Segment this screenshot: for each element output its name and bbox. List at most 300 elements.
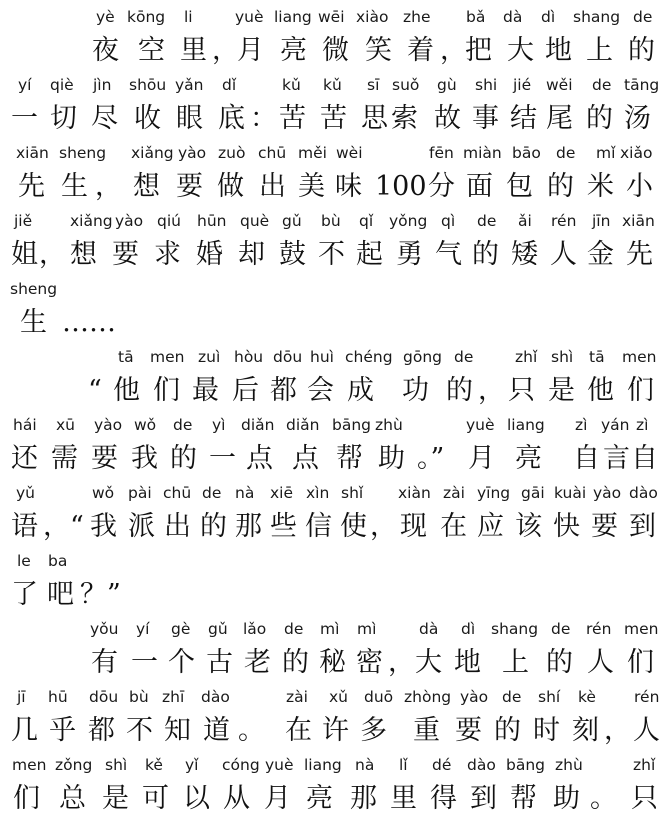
hanzi-character: 。	[590, 783, 617, 814]
hanzi-character: 许	[322, 715, 349, 746]
pinyin-syllable: xiào	[356, 8, 389, 26]
hanzi-character: 自	[631, 443, 658, 474]
pinyin-syllable: de	[477, 212, 497, 230]
pinyin-syllable: jié	[513, 76, 532, 94]
pinyin-syllable: de	[551, 620, 571, 638]
pinyin-syllable: bāng	[506, 756, 545, 774]
hanzi-character: 。	[238, 715, 265, 746]
hanzi-character: 包	[506, 171, 533, 202]
pinyin-syllable: wēi	[318, 8, 345, 26]
pinyin-syllable: shǐ	[341, 484, 364, 502]
hanzi-character: 密	[356, 647, 383, 678]
hanzi-character: ，	[388, 647, 415, 678]
pinyin-syllable: rén	[586, 620, 612, 638]
pinyin-syllable: dào	[629, 484, 658, 502]
hanzi-character: 汤	[624, 103, 651, 134]
hanzi-character: ，“	[43, 511, 84, 542]
pinyin-syllable: gè	[171, 620, 191, 638]
hanzi-character: 笑	[365, 35, 392, 66]
hanzi-character: 做	[217, 171, 244, 202]
pinyin-syllable: qiú	[157, 212, 181, 230]
hanzi-character: 要	[591, 511, 618, 542]
pinyin-syllable: hūn	[197, 212, 227, 230]
hanzi-character: 都	[270, 375, 297, 406]
hanzi-character: 分	[428, 171, 455, 202]
hanzi-character: 小	[626, 171, 653, 202]
hanzi-character: 不	[318, 239, 345, 270]
pinyin-syllable: hái	[13, 416, 37, 434]
hanzi-character: 他	[113, 375, 140, 406]
pinyin-syllable: gù	[437, 76, 457, 94]
pinyin-syllable: liang	[274, 8, 312, 26]
hanzi-character: 要	[455, 715, 482, 746]
text-line-5	[0, 276, 668, 344]
hanzi-character: 空	[138, 35, 165, 66]
pinyin-syllable: zuì	[198, 348, 221, 366]
pinyin-syllable: chū	[163, 484, 192, 502]
pinyin-syllable: kǔ	[282, 76, 301, 94]
pinyin-syllable: dǐ	[222, 76, 237, 94]
pinyin-syllable: shì	[105, 756, 128, 774]
pinyin-syllable: le	[17, 552, 31, 570]
hanzi-character: 老	[244, 647, 271, 678]
hanzi-character: 姐	[11, 239, 38, 270]
pinyin-syllable: yǎn	[175, 76, 204, 94]
pinyin-syllable: jiě	[14, 212, 33, 230]
hanzi-character: 几	[11, 715, 38, 746]
hanzi-character: 美	[298, 171, 325, 202]
pinyin-syllable: zài	[286, 688, 308, 706]
pinyin-syllable: zuò	[218, 144, 246, 162]
pinyin-syllable: xiān	[622, 212, 655, 230]
hanzi-character: 那	[235, 511, 262, 542]
pinyin-syllable: tāng	[624, 76, 660, 94]
hanzi-character: 的	[547, 171, 574, 202]
pinyin-syllable: shì	[551, 348, 574, 366]
hanzi-character: 点	[246, 443, 273, 474]
pinyin-syllable: jìn	[93, 76, 112, 94]
hanzi-character: 是	[548, 375, 575, 406]
pinyin-syllable: diǎn	[286, 416, 320, 434]
pinyin-syllable: ǎi	[518, 212, 532, 230]
pinyin-syllable: yuè	[265, 756, 294, 774]
hanzi-character: 有	[91, 647, 118, 678]
hanzi-character: 收	[134, 103, 161, 134]
hanzi-character: 以	[183, 783, 210, 814]
hanzi-character: 多	[360, 715, 387, 746]
pinyin-syllable: sheng	[10, 280, 58, 298]
pinyin-syllable: yì	[212, 416, 226, 434]
hanzi-character: 米	[587, 171, 614, 202]
pinyin-syllable: yuè	[235, 8, 264, 26]
pinyin-syllable: xiǎo	[620, 144, 653, 162]
hanzi-character: 生	[20, 307, 47, 338]
hanzi-character: 助	[553, 783, 580, 814]
hanzi-character: 勇	[396, 239, 423, 270]
hanzi-character: 点	[292, 443, 319, 474]
hanzi-character: ，	[95, 171, 122, 202]
pinyin-syllable: mì	[357, 620, 377, 638]
pinyin-syllable: shang	[573, 8, 621, 26]
pinyin-syllable: nà	[235, 484, 255, 502]
hanzi-character: 重	[413, 715, 440, 746]
pinyin-syllable: gāi	[521, 484, 545, 502]
pinyin-syllable: zhù	[555, 756, 583, 774]
hanzi-character: 想	[70, 239, 97, 270]
pinyin-syllable: yǔ	[16, 484, 35, 502]
hanzi-character: 的	[446, 375, 473, 406]
hanzi-character: 地	[545, 35, 572, 66]
pinyin-syllable: nà	[355, 756, 375, 774]
hanzi-character: ，	[604, 715, 631, 746]
pinyin-syllable: cóng	[222, 756, 260, 774]
pinyin-syllable: zhǐ	[515, 348, 538, 366]
hanzi-character: ？”	[80, 579, 121, 610]
pinyin-syllable: yào	[593, 484, 622, 502]
hanzi-character: 微	[322, 35, 349, 66]
hanzi-character: 亮	[515, 443, 542, 474]
pinyin-syllable: mǐ	[596, 144, 616, 162]
pinyin-syllable: xiàn	[398, 484, 431, 502]
hanzi-character: 助	[378, 443, 405, 474]
hanzi-character: 自	[573, 443, 600, 474]
hanzi-character: “	[88, 375, 102, 406]
hanzi-character: 起	[356, 239, 383, 270]
text-line-3	[0, 140, 668, 208]
hanzi-character: 尾	[546, 103, 573, 134]
hanzi-character: 里	[180, 35, 207, 66]
pinyin-syllable: lǎo	[243, 620, 267, 638]
hanzi-character: ，	[440, 35, 467, 66]
hanzi-character: 索	[391, 103, 418, 134]
hanzi-character: 先	[18, 171, 45, 202]
hanzi-character: 派	[128, 511, 155, 542]
pinyin-syllable: de	[284, 620, 304, 638]
hanzi-character: 眼	[176, 103, 203, 134]
pinyin-syllable: zì	[575, 416, 588, 434]
pinyin-syllable: zhù	[375, 416, 403, 434]
hanzi-character: 个	[168, 647, 195, 678]
pinyin-syllable: dōu	[89, 688, 119, 706]
pinyin-syllable: yǐ	[185, 756, 199, 774]
hanzi-character: 人	[587, 647, 614, 678]
pinyin-syllable: kōng	[127, 8, 166, 26]
hanzi-character: 气	[435, 239, 462, 270]
text-line-4	[0, 208, 668, 276]
hanzi-character: 苦	[279, 103, 306, 134]
hanzi-character: 面	[466, 171, 493, 202]
pinyin-syllable: suǒ	[392, 76, 420, 94]
pinyin-syllable: zhǐ	[633, 756, 656, 774]
pinyin-syllable: gǔ	[282, 212, 302, 230]
hanzi-character: 时	[533, 715, 560, 746]
hanzi-character: 矮	[511, 239, 538, 270]
pinyin-syllable: bù	[321, 212, 341, 230]
hanzi-character: 会	[307, 375, 334, 406]
pinyin-syllable: yuè	[466, 416, 495, 434]
pinyin-syllable: dào	[201, 688, 230, 706]
hanzi-character: 上	[502, 647, 529, 678]
pinyin-syllable: de	[556, 144, 576, 162]
pinyin-syllable: de	[502, 688, 522, 706]
pinyin-syllable: kuài	[554, 484, 587, 502]
hanzi-character: 的	[494, 715, 521, 746]
text-line-10	[0, 616, 668, 684]
hanzi-character: 在	[285, 715, 312, 746]
hanzi-character: 需	[51, 443, 78, 474]
pinyin-syllable: shang	[491, 620, 539, 638]
pinyin-syllable: de	[592, 76, 612, 94]
pinyin-syllable: dé	[432, 756, 452, 774]
pinyin-syllable: qì	[441, 212, 456, 230]
text-line-7	[0, 412, 668, 480]
text-line-8	[0, 480, 668, 548]
hanzi-character: 是	[102, 783, 129, 814]
pinyin-syllable: shi	[475, 76, 498, 94]
hanzi-character: 亮	[280, 35, 307, 66]
hanzi-character: 了	[11, 579, 38, 610]
hanzi-character: 帮	[336, 443, 363, 474]
pinyin-syllable: men	[12, 756, 47, 774]
hanzi-character: 快	[553, 511, 580, 542]
hanzi-character: 应	[477, 511, 504, 542]
hanzi-character: 月	[264, 783, 291, 814]
hanzi-character: 婚	[196, 239, 223, 270]
hanzi-character: 我	[131, 443, 158, 474]
pinyin-syllable: gōng	[403, 348, 442, 366]
pinyin-syllable: dà	[419, 620, 439, 638]
pinyin-syllable: dì	[541, 8, 556, 26]
pinyin-syllable: qiè	[50, 76, 74, 94]
hanzi-character: 结	[510, 103, 537, 134]
pinyin-syllable: zài	[443, 484, 465, 502]
hanzi-character: 他	[587, 375, 614, 406]
text-line-6	[0, 344, 668, 412]
pinyin-syllable: yí	[136, 620, 150, 638]
pinyin-syllable: qǐ	[359, 212, 374, 230]
pinyin-syllable: měi	[298, 144, 327, 162]
pinyin-syllable: dì	[461, 620, 476, 638]
hanzi-character: 切	[50, 103, 77, 134]
hanzi-character: 的	[586, 103, 613, 134]
hanzi-character: 后	[232, 375, 259, 406]
hanzi-character: ，	[39, 239, 66, 270]
hanzi-character: 人	[550, 239, 577, 270]
hanzi-character: 上	[586, 35, 613, 66]
pinyin-syllable: de	[454, 348, 474, 366]
pinyin-syllable: bāo	[512, 144, 541, 162]
hanzi-character: 道	[203, 715, 230, 746]
hanzi-character: 亮	[306, 783, 333, 814]
pinyin-syllable: liang	[507, 416, 545, 434]
hanzi-character: ，	[370, 511, 397, 542]
hanzi-character: 的	[200, 511, 227, 542]
hanzi-character: 里	[390, 783, 417, 814]
pinyin-syllable: xiē	[270, 484, 294, 502]
pinyin-syllable: chéng	[345, 348, 393, 366]
hanzi-character: 使	[340, 511, 367, 542]
hanzi-character: 月	[468, 443, 495, 474]
hanzi-character: 大	[415, 647, 442, 678]
hanzi-character: 出	[259, 171, 286, 202]
hanzi-character: 们	[627, 647, 654, 678]
hanzi-character: 现	[400, 511, 427, 542]
pinyin-syllable: kè	[578, 688, 596, 706]
pinyin-syllable: xǔ	[329, 688, 348, 706]
hanzi-character: 100	[375, 171, 427, 202]
hanzi-character: 的	[282, 647, 309, 678]
pinyin-syllable: zhī	[162, 688, 185, 706]
hanzi-character: 的	[546, 647, 573, 678]
pinyin-syllable: fēn	[429, 144, 454, 162]
pinyin-syllable: yào	[460, 688, 489, 706]
hanzi-character: 生	[61, 171, 88, 202]
hanzi-character: 些	[270, 511, 297, 542]
pinyin-syllable: rén	[551, 212, 577, 230]
hanzi-character: 吧	[47, 579, 74, 610]
hanzi-character: 该	[515, 511, 542, 542]
pinyin-syllable: yí	[18, 76, 32, 94]
pinyin-syllable: jīn	[592, 212, 611, 230]
pinyin-syllable: lǐ	[399, 756, 408, 774]
pinyin-syllable: xiǎng	[131, 144, 174, 162]
pinyin-syllable: bāng	[332, 416, 371, 434]
pinyin-syllable: yào	[115, 212, 144, 230]
hanzi-character: 却	[238, 239, 265, 270]
hanzi-character: 出	[164, 511, 191, 542]
pinyin-syllable: kě	[145, 756, 163, 774]
pinyin-syllable: sheng	[59, 144, 107, 162]
hanzi-character: 先	[626, 239, 653, 270]
hanzi-character: 事	[472, 103, 499, 134]
hanzi-character: ……	[62, 307, 116, 338]
pinyin-syllable: duō	[364, 688, 394, 706]
hanzi-character: 一	[209, 443, 236, 474]
pinyin-syllable: yào	[178, 144, 207, 162]
hanzi-character: 要	[112, 239, 139, 270]
pinyin-syllable: gǔ	[208, 620, 228, 638]
text-line-2	[0, 72, 668, 140]
pinyin-syllable: yán	[601, 416, 630, 434]
hanzi-character: 我	[90, 511, 117, 542]
hanzi-character: 乎	[49, 715, 76, 746]
pinyin-syllable: yè	[96, 8, 115, 26]
hanzi-character: 一	[11, 103, 38, 134]
pinyin-syllable: men	[624, 620, 659, 638]
pinyin-syllable: chū	[258, 144, 287, 162]
hanzi-character: 那	[350, 783, 377, 814]
pinyin-syllable: wěi	[546, 76, 573, 94]
pinyin-syllable: wǒ	[134, 416, 157, 434]
hanzi-character: 的	[628, 35, 655, 66]
text-line-11	[0, 684, 668, 752]
hanzi-character: 想	[133, 171, 160, 202]
pinyin-syllable: zhe	[403, 8, 431, 26]
pinyin-syllable: bǎ	[466, 8, 486, 26]
hanzi-character: 刻	[572, 715, 599, 746]
hanzi-character: 秘	[319, 647, 346, 678]
pinyin-syllable: kǔ	[323, 76, 342, 94]
pinyin-syllable: men	[150, 348, 185, 366]
hanzi-character: 到	[470, 783, 497, 814]
pinyin-syllable: yīng	[477, 484, 511, 502]
pinyin-syllable: bù	[129, 688, 149, 706]
hanzi-character: 可	[142, 783, 169, 814]
hanzi-character: 苦	[320, 103, 347, 134]
pinyin-syllable: zǒng	[55, 756, 93, 774]
pinyin-syllable: tā	[589, 348, 605, 366]
hanzi-character: 知	[164, 715, 191, 746]
pinyin-syllable: rén	[634, 688, 660, 706]
hanzi-character: 言	[603, 443, 630, 474]
hanzi-character: 故	[434, 103, 461, 134]
pinyin-syllable: wèi	[336, 144, 363, 162]
hanzi-character: 不	[126, 715, 153, 746]
pinyin-syllable: de	[173, 416, 193, 434]
hanzi-character: 成	[347, 375, 374, 406]
pinyin-syllable: wǒ	[92, 484, 115, 502]
hanzi-character: 的	[472, 239, 499, 270]
pinyin-syllable: hū	[48, 688, 68, 706]
hanzi-character: 把	[465, 35, 492, 66]
pinyin-syllable: yào	[94, 416, 123, 434]
hanzi-character: 。”	[417, 443, 445, 474]
pinyin-syllable: de	[633, 8, 653, 26]
hanzi-character: 大	[507, 35, 534, 66]
hanzi-character: 要	[91, 443, 118, 474]
pinyin-syllable: mì	[320, 620, 340, 638]
pinyin-syllable: xiǎng	[70, 212, 113, 230]
pinyin-syllable: jī	[17, 688, 26, 706]
hanzi-character: 人	[633, 715, 660, 746]
text-line-9	[0, 548, 668, 616]
pinyin-syllable: xìn	[306, 484, 330, 502]
pinyin-syllable: shōu	[129, 76, 167, 94]
pinyin-syllable: què	[240, 212, 270, 230]
pinyin-syllable: dào	[467, 756, 496, 774]
hanzi-character: 在	[440, 511, 467, 542]
hanzi-character: 只	[508, 375, 535, 406]
hanzi-character: 思	[361, 103, 388, 134]
pinyin-syllable: miàn	[463, 144, 502, 162]
hanzi-character: 古	[206, 647, 233, 678]
pinyin-syllable: huì	[310, 348, 334, 366]
hanzi-character: 味	[335, 171, 362, 202]
hanzi-character: 总	[59, 783, 86, 814]
hanzi-character: 们	[627, 375, 654, 406]
pinyin-syllable: shí	[538, 688, 561, 706]
hanzi-character: 金	[587, 239, 614, 270]
hanzi-character: 要	[176, 171, 203, 202]
pinyin-syllable: de	[202, 484, 222, 502]
hanzi-character: 地	[454, 647, 481, 678]
hanzi-character: 着	[407, 35, 434, 66]
text-line-12	[0, 752, 668, 820]
hanzi-character: 还	[11, 443, 38, 474]
hanzi-character: 语	[11, 511, 38, 542]
pinyin-syllable: liang	[304, 756, 342, 774]
hanzi-character: 从	[223, 783, 250, 814]
pinyin-syllable: yǒu	[90, 620, 119, 638]
hanzi-character: 只	[631, 783, 658, 814]
hanzi-character: 们	[13, 783, 40, 814]
hanzi-character: 都	[88, 715, 115, 746]
hanzi-character: 到	[629, 511, 656, 542]
pinyin-syllable: diǎn	[241, 416, 275, 434]
hanzi-character: 的	[170, 443, 197, 474]
hanzi-character: 底	[218, 103, 245, 134]
hanzi-character: 功	[402, 375, 429, 406]
